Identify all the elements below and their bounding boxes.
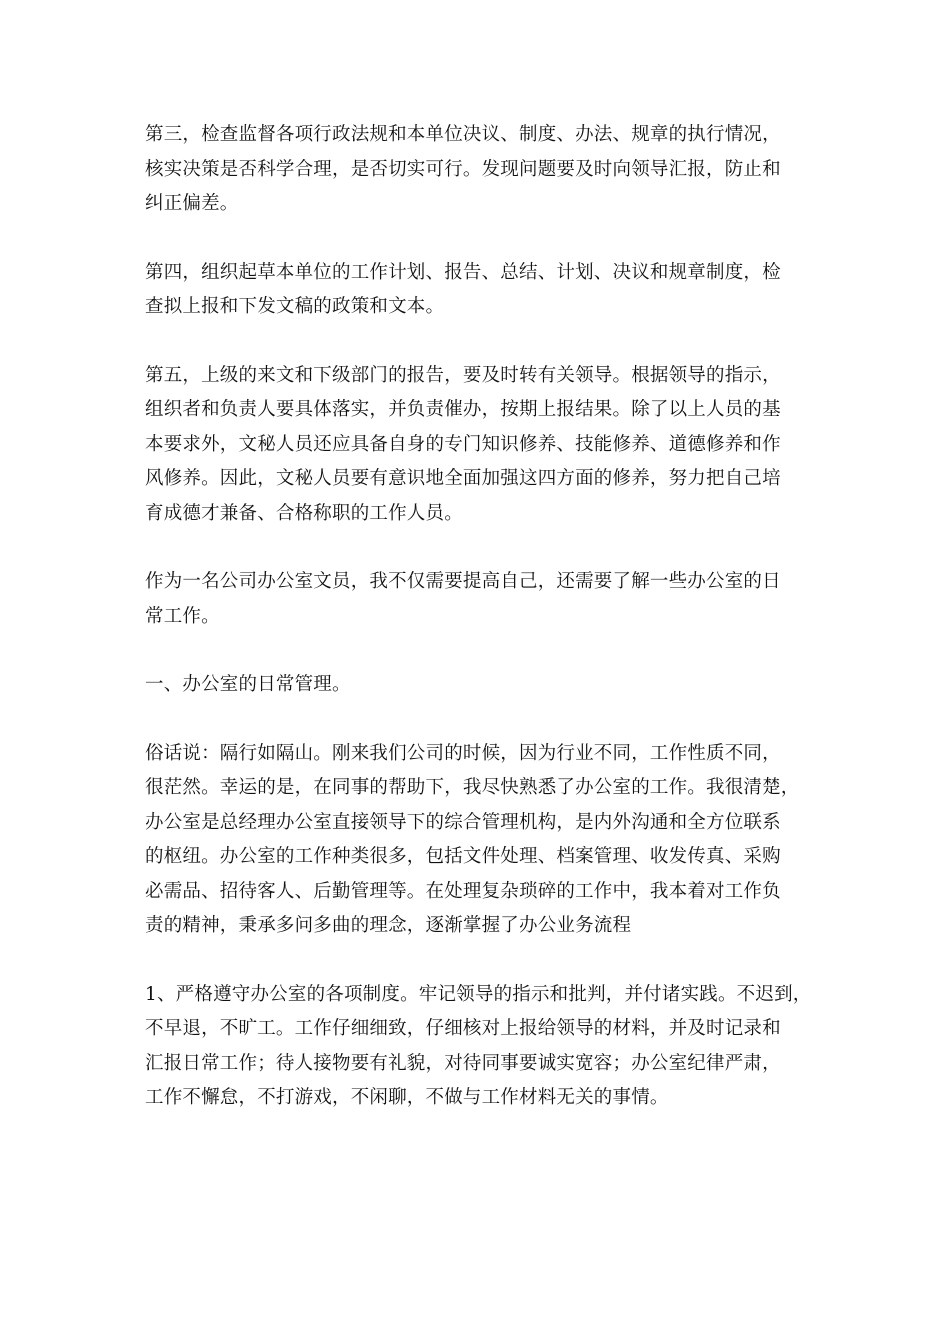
- document-body: [145, 118, 810, 1150]
- text-line: 很茫然。幸运的是，在同事的帮助下，我尽快熟悉了办公室的工作。我很清楚，: [145, 777, 800, 798]
- paragraph-proverb: [145, 737, 810, 944]
- text-line: 纠正偏差。: [145, 193, 239, 214]
- section-heading: [145, 668, 810, 703]
- text-line: 核实决策是否科学合理，是否切实可行。发现问题要及时向领导汇报，防止和: [145, 158, 781, 180]
- paragraph-intro: [145, 565, 810, 634]
- text-line: 作为一名公司办公室文员，我不仅需要提高自己，还需要了解一些办公室的日: [145, 571, 781, 592]
- text-line: 办公室是总经理办公室直接领导下的综合管理机构，是内外沟通和全方位联系: [145, 811, 781, 833]
- text-line: 第四，组织起草本单位的工作计划、报告、总结、计划、决议和规章制度，检: [145, 261, 781, 283]
- text-line: 常工作。: [145, 605, 220, 627]
- text-line: 第三，检查监督各项行政法规和本单位决议、制度、办法、规章的执行情况，: [145, 124, 781, 145]
- text-line: 查拟上报和下发文稿的政策和文本。: [145, 296, 445, 317]
- heading-text: 一、办公室的日常管理。: [145, 674, 351, 695]
- paragraph-fifth: [145, 359, 810, 532]
- text-line: 本要求外，文秘人员还应具备自身的专门知识修养、技能修养、道德修养和作: [145, 433, 781, 455]
- text-line: 汇报日常工作；待人接物要有礼貌，对待同事要诚实宽容；办公室纪律严肃，: [145, 1052, 781, 1074]
- text-line: 的枢纽。办公室的工作种类很多，包括文件处理、档案管理、收发传真、采购: [145, 846, 781, 867]
- text-line: 工作不懈怠，不打游戏，不闲聊，不做与工作材料无关的事情。: [145, 1087, 669, 1108]
- text-line: 俗话说：隔行如隔山。刚来我们公司的时候，因为行业不同，工作性质不同，: [145, 742, 781, 764]
- text-line: 育成德才兼备、合格称职的工作人员。: [145, 502, 463, 524]
- paragraph-fourth: [145, 256, 810, 325]
- paragraph-third: [145, 118, 810, 222]
- text-line: 必需品、招待客人、后勤管理等。在处理复杂琐碎的工作中，我本着对工作负: [145, 880, 781, 902]
- text-line: 1、严格遵守办公室的各项制度。牢记领导的指示和批判，并付诸实践。不迟到，: [145, 983, 812, 1005]
- text-line: 第五，上级的来文和下级部门的报告，要及时转有关领导。根据领导的指示，: [145, 364, 781, 386]
- text-line: 责的精神，秉承多问多曲的理念，逐渐掌握了办公业务流程: [145, 915, 632, 936]
- text-line: 组织者和负责人要具体落实，并负责催办，按期上报结果。除了以上人员的基: [145, 399, 781, 420]
- text-line: 不早退，不旷工。工作仔细细致，仔细核对上报给领导的材料，并及时记录和: [145, 1018, 781, 1039]
- text-line: 风修养。因此，文秘人员要有意识地全面加强这四方面的修养，努力把自己培: [145, 468, 781, 489]
- paragraph-rules: [145, 978, 810, 1116]
